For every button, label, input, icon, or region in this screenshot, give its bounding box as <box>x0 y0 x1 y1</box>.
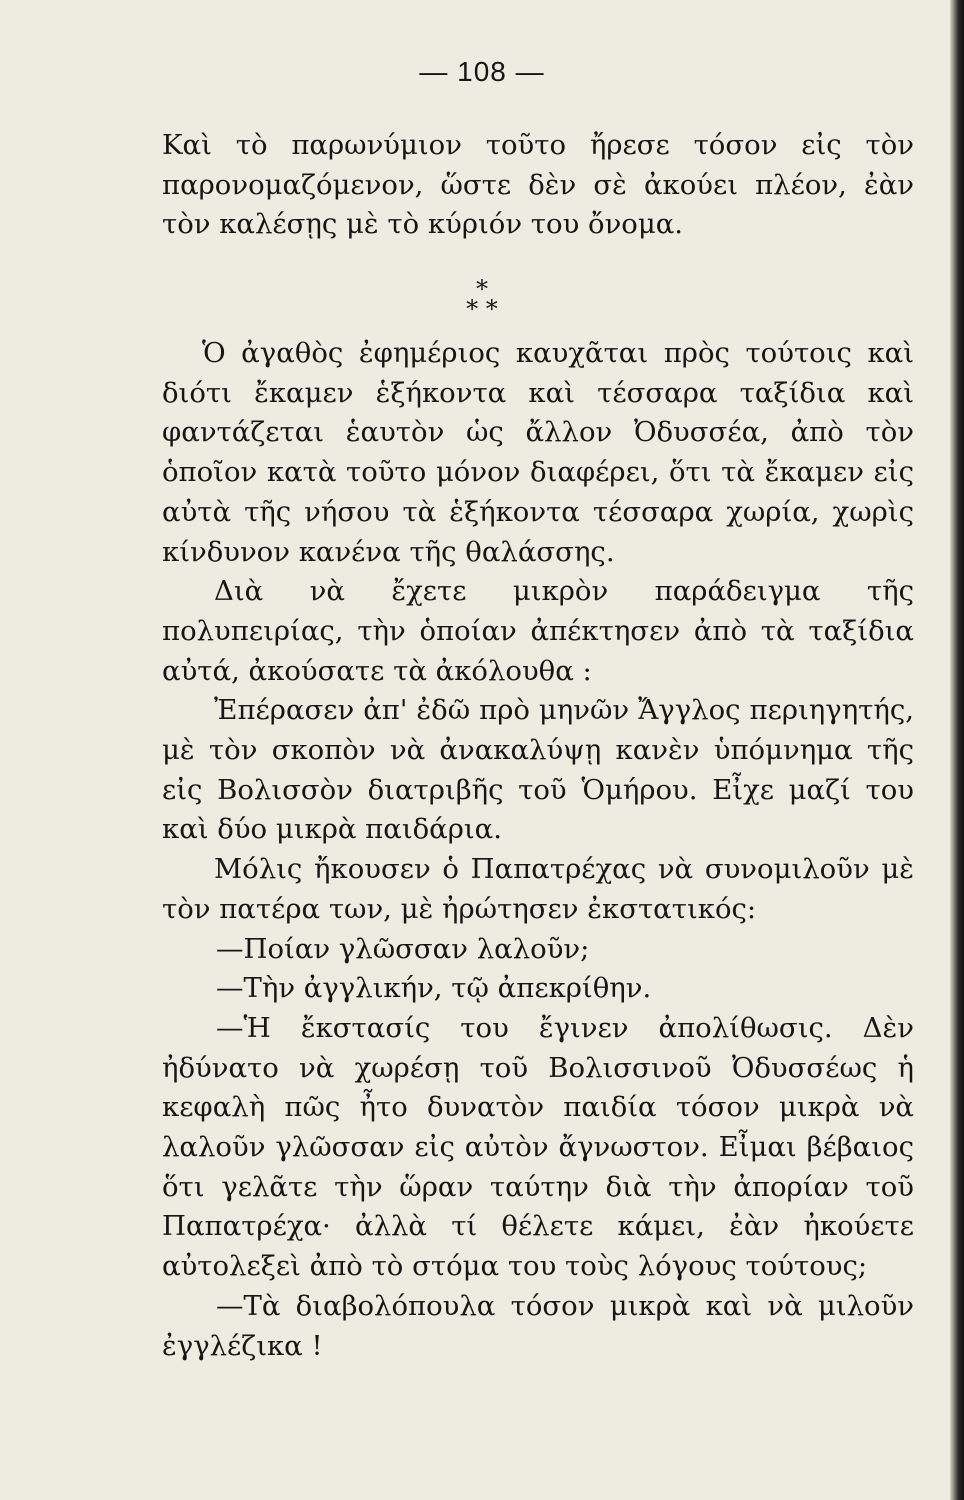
dialogue-line-2: —Τὴν ἀγγλικήν, τῷ ἀπεκρίθην. <box>216 972 652 1005</box>
page-number: — 108 — <box>419 56 545 87</box>
dialogue-line-1: —Ποίαν γλῶσσαν λαλοῦν; <box>216 932 590 965</box>
paragraph-example: Διὰ νὰ ἔχετε μικρὸν παράδειγμα τῆς πολυπειρίας, τὴν ὁποίαν ἀπέκτησεν ἀπὸ τὰ ταξίδια αὐτά, ἀκούσατε τὰ ἀκόλουθα : <box>162 575 914 687</box>
section-separator-top: * <box>476 275 488 303</box>
paragraph-intro: Καὶ τὸ παρωνύμιον τοῦτο ἤρεσε τόσον εἰς τὸν παρονομαζόμενον, ὥστε δὲν σὲ ἀκούει πλέον, ἐὰν τὸν καλέσῃς μὲ τὸ κύριόν του ὄνομα. <box>162 129 914 241</box>
body-text <box>162 334 914 1366</box>
paragraph-englishman: Ἐπέρασεν ἀπ' ἐδῶ πρὸ μηνῶν Ἄγγλος περιηγητής, μὲ τὸν σκοπὸν νὰ ἀνακαλύψῃ κανὲν ὑπόμνημα τῆς εἰς Βολισσὸν διατριβῆς τοῦ Ὁμήρου. Εἶχε μαζί του καὶ δύο μικρὰ παιδάρια. <box>162 694 914 846</box>
paragraph-question: Μόλις ἤκουσεν ὁ Παπατρέχας νὰ συνομιλοῦν μὲ τὸν πατέρα των, μὲ ἠρώτησεν ἐκστατικός: <box>162 853 914 925</box>
dialogue-line-3: —Ἡ ἔκστασίς του ἔγινεν ἀπολίθωσις. Δὲν ἠδύνατο νὰ χωρέσῃ τοῦ Βολισσινοῦ Ὀδυσσέως ἡ κεφαλὴ πῶς ἦτο δυνατὸν παιδία τόσον μικρὰ νὰ λαλοῦν γλῶσσαν εἰς αὐτὸν ἄγνωστον. Εἶμαι βέβαιος ὅτι γελᾶτε τὴν ὥραν ταύτην διὰ τὴν ἀπορίαν τοῦ Παπατρέχα· ἀλλὰ τί θέλετε κάμει, ἐὰν ἠκούετε αὐτολεξεὶ ἀπὸ τὸ στόμα του τοὺς λόγους τούτους; <box>162 1011 914 1283</box>
dialogue-line-4: —Τὰ διαβολόπουλα τόσον μικρὰ καὶ νὰ μιλοῦν ἐγγλέζικα ! <box>162 1289 914 1362</box>
page-edge-shadow <box>950 0 964 1500</box>
section-separator-bottom: * * <box>466 295 498 323</box>
paragraph-priest-boast: Ὁ ἀγαθὸς ἐφημέριος καυχᾶται πρὸς τούτοις καὶ διότι ἔκαμεν ἑξήκοντα καὶ τέσσαρα ταξίδια καὶ φαντάζεται ἑαυτὸν ὡς ἄλλον Ὀδυσσέα, ἀπὸ τὸν ὁποῖον κατὰ τοῦτο μόνον διαφέρει, ὅτι τὰ ἔκαμεν εἰς αὐτὰ τῆς νήσου τὰ ἑξήκοντα τέσσαρα χωρία, χωρὶς κίνδυνον κανένα τῆς θαλάσσης. <box>162 337 914 568</box>
